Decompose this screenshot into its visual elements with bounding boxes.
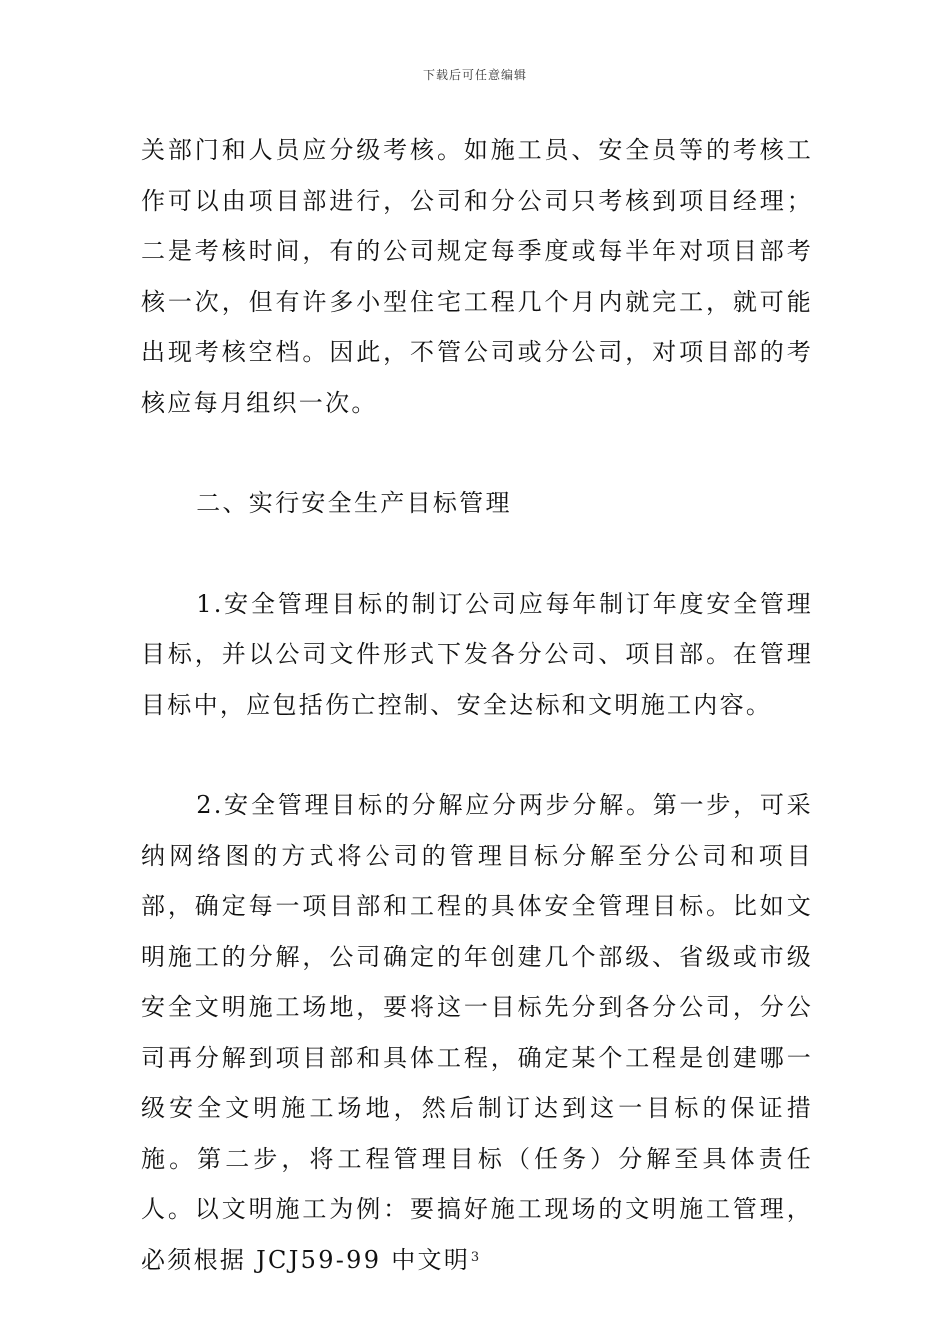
page-header: 下载后可任意编辑	[422, 68, 527, 82]
paragraph-gap	[141, 529, 813, 579]
section-heading: 二、实行安全生产目标管理	[196, 489, 512, 517]
paragraph-gap	[141, 428, 813, 478]
page-number: 3	[470, 1250, 480, 1265]
paragraph-gap	[141, 730, 813, 780]
paragraph-continued: 关部门和人员应分级考核。如施工员、安全员等的考核工作可以由项目部进行，公司和分公司只考核到项目经理；二是考核时间，有的公司规定每季度或每半年对项目部考核一次，但有许多小型住宅工程几个月内就完工，就可能出现考核空档。因此，不管公司或分公司，对项目部的考核应每月组织一次。	[141, 136, 813, 417]
paragraph-target-decomposition: 2.安全管理目标的分解应分两步分解。第一步，可采纳网络图的方式将公司的管理目标分解至分公司和项目部，确定每一项目部和工程的具体安全管理目标。比如文明施工的分解，公司确定的年创建几个部级、省级或市级安全文明施工场地，要将这一目标先分到各分公司，分公司再分解到项目部和具体工程，确定某个工程是创建哪一级安全文明施工场地，然后制订达到这一目标的保证措施。第二步，将工程管理目标（任务）分解至具体责任人。以文明施工为例：要搞好施工现场的文明施工管理，必须根据 JCJ59-99 中文明	[141, 791, 813, 1274]
document-body	[141, 125, 813, 1285]
paragraph-target-setting: 1.安全管理目标的制订公司应每年制订年度安全管理目标，并以公司文件形式下发各分公司、项目部。在管理目标中，应包括伤亡控制、安全达标和文明施工内容。	[141, 589, 813, 719]
